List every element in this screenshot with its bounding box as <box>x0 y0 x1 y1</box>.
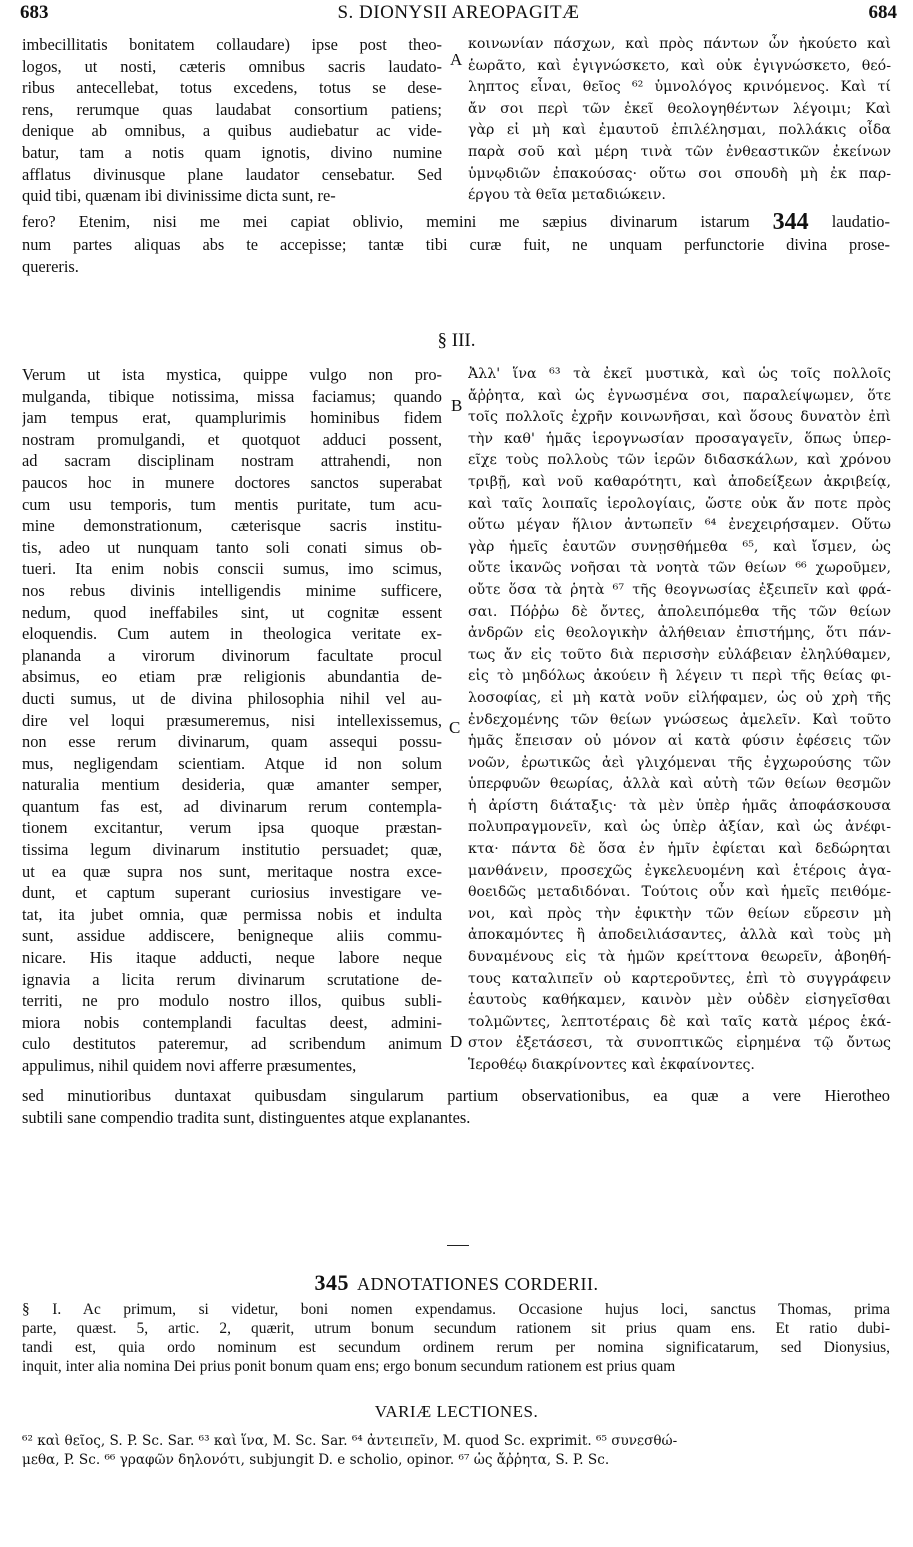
greek-line: καὶ ταῖς λοιπαῖς ἱερολογίαις, ὥστε οὐκ ἄν ποτε πρὸς <box>468 495 891 512</box>
greek-line: οὕτω μέγαν ἥλιον ἀντωπεῖν ⁶⁴ ἐνεχειρήσαμεν. Οὕτω <box>468 517 891 534</box>
column-number-344: 344 <box>772 209 809 234</box>
greek-line: θοειδῶς μεταδιδόναι. Τούτοις οὖν καὶ ἡμεῖς πειθόμε- <box>468 884 891 901</box>
latin-line: logos, ut nosti, cæteris omnibus sacris laudato- <box>22 56 442 76</box>
latin-line: ut ea quæ supra nos sunt, meritaque nostra exce- <box>22 861 442 881</box>
greek-line: ληπτος εἶναι, θεῖος ⁶² ὑμνολόγος κρινόμενος. Καὶ τί <box>468 79 891 96</box>
greek-line: ὑμνῳδιῶν ἐπακούσας· οὕτω σοι σπουδὴ μὴ ἐκ παρ- <box>468 165 891 182</box>
greek-line: κτα· πάντα δὲ ὅσα ἐν ἡμῖν ἐφίεται καὶ δεδώρηται <box>468 841 891 858</box>
greek-line: ἡ ἀρίστη διάταξις· τὰ μὲν ὑπὲρ ἡμᾶς ἀποφάσκουσα <box>468 797 891 814</box>
latin-line: paucos hoc in munere doctores sanctos superabat <box>22 472 442 492</box>
greek-line: Ἱεροθέῳ διακρίνοντες καὶ ἐκφαίνοντες. <box>468 1057 755 1073</box>
latin-line: planandа a virorum divinorum facultate procul <box>22 645 442 665</box>
greek-line: τολμῶντες, λεπτοτέραις δὲ καὶ ταῖς κατὰ μέρος ἑκά- <box>468 1013 891 1030</box>
greek-line: ἄῤῥητα, καὶ ὡς ἐγνωσμένα σοι, παραλείψωμεν, ὅτε <box>468 387 891 404</box>
latin-line: tionem excitantur, verum ipsa quoque præstan- <box>22 818 442 838</box>
running-title: S. DIONYSII AREOPAGITÆ <box>337 2 580 23</box>
greek-line: ἀποκαμόντες ἢ ἀποδειλιάσαντες, ἀλλὰ καὶ τοὺς μὴ <box>468 927 891 944</box>
latin-line: non esse rerum divinarum, quam assequi possu- <box>22 732 442 752</box>
greek-line: κοινωνίαν πάσχων, καὶ πρὸς πάντων ὧν ἠκούετο καὶ <box>468 36 891 52</box>
variant-reading-line: ⁶² καὶ θεῖος, S. P. Sc. Sar. ⁶³ καὶ ἵνα, M. Sc. Sar. ⁶⁴ ἀντειπεῖν, M. quod Sc. exprimit. ⁶⁵ συνεσθώ- <box>22 1433 678 1449</box>
greek-line: τους καταλιπεῖν οὐ καρτεροῦντες, ἐπὶ τὸ συγγράφειν <box>468 970 891 987</box>
greek-line: ἑωρᾶτο, καὶ ἐγιγνώσκετο, καὶ οὐκ ἐγιγνώσκετο, θεό- <box>468 57 891 74</box>
greek-line: παρὰ σοῦ καὶ μέρη τινὰ τῶν ἐνθεαστικῶν ἐκείνων <box>468 143 891 160</box>
latin-line: nos rebus divinis intelligendis minime sufficere, <box>22 580 442 600</box>
annotations-heading <box>0 1270 913 1296</box>
margin-letter-c: C <box>449 718 461 737</box>
latin-line: nedum, quod ineffabiles sint, ut cognitæ essent <box>22 602 442 622</box>
main-full-width-text <box>22 1085 890 1128</box>
greek-line: τριβῇ, καὶ νοῦ καθαρότητι, καὶ ἀποδείξεων ἀκριβείᾳ, <box>468 473 891 490</box>
latin-line: quid tibi, quænam ibi divinissime dicta sunt, re- <box>22 186 336 206</box>
latin-line: tueri. Ita enim nobis conscii sumus, imo scimus, <box>22 559 442 579</box>
annotation-line: § I. Ac primum, si videtur, boni nomen expendamus. Occasione hujus loci, sanctus Thomas, prima <box>22 1301 890 1318</box>
greek-line: νοι, καὶ πρὸς τὴν ἐφικτὴν τῶν θείων εὕρεσιν μὴ <box>468 905 891 922</box>
latin-line: appulimus, nihil quidem novi afferre præsumentes, <box>22 1056 357 1075</box>
greek-line: Ἀλλ' ἵνα ⁶³ τὰ ἐκεῖ μυστικὰ, καὶ ὡς τοῖς πολλοῖς <box>468 366 891 382</box>
latin-line: ducti sumus, ut de divina philosophia nihil vel au- <box>22 688 442 708</box>
latin-line: afflatus divinusque plane laudator censebatur. Sed <box>22 164 442 184</box>
latin-line: quantum fas est, ad divinarum rerum contempla- <box>22 796 442 816</box>
latin-line: naturalia mentium desideria, quæ amanter semper, <box>22 775 442 795</box>
greek-line: οὔτε ὅσα τὰ ῥητὰ ⁶⁷ τῆς θεογνωσίας ἐξειπεῖν καὶ φρά- <box>468 581 891 598</box>
top-greek-column <box>468 34 891 207</box>
latin-line: ribus antecellebat, totus excedens, totus se dese- <box>22 78 442 98</box>
top-latin-column <box>22 34 442 207</box>
latin-line: tissima legum divinarum institutio persuadet; quæ, <box>22 840 442 860</box>
latin-line: Verum ut ista mystica, quippe vulgo non pro- <box>22 365 442 384</box>
greek-line: τως ἄν εἰς τοῦτο διὰ περισσὴν εὐλάβειαν ἐληλύθαμεν, <box>468 646 891 663</box>
margin-letter-d: D <box>450 1032 463 1051</box>
margin-letter-a: A <box>450 50 463 69</box>
greek-line: τοῖς πολλοῖς ἐχρῆν κοινωνῆσαι, καὶ ὅσους δυνατὸν ἐπὶ <box>468 409 891 426</box>
greek-line: οὔτε ἱκανῶς νοῆσαι τὰ νοητὰ τῶν θείων ⁶⁶ χωροῦμεν, <box>468 560 891 577</box>
greek-line: ἑαυτοὺς καθήκαμεν, καινὸν μὲν οὐδὲν εἰσηγεῖσθαι <box>468 992 891 1009</box>
latin-line: imbecillitatis bonitatem collaudare) ipse post theo- <box>22 35 442 54</box>
latin-line: mus, negligendam scientiam. Atque id non solum <box>22 753 442 773</box>
main-greek-column <box>468 364 891 1077</box>
latin-line: denique ab omnibus, a quibus audiebatur ac vide- <box>22 121 442 141</box>
annotations-text <box>22 1300 890 1376</box>
greek-line: δυναμένους εἰς τὰ ἡμῶν κρείττονα θεωρεῖν, ἀβοηθή- <box>468 949 891 966</box>
latin-line: absimus, eo etiam præ religionis abundantia de- <box>22 667 442 687</box>
annotation-line: tandi est, quia ordo nominum est secundum ordinem rerum per nomina significatarum, sed Dionysius, <box>22 1339 890 1356</box>
full-line-1-before: fero? Etenim, nisi me mei capiat oblivio, memini me sæpius divinarum istarum <box>22 212 750 231</box>
greek-line: μανθάνειν, προσεχῶς ἐγκελευομένη καὶ ἑτέροις ἀγα- <box>468 862 891 879</box>
greek-line: πολυπραγμονεῖν, καὶ ὡς ὑπὲρ ἀξίαν, καὶ ὡς ἀνέφι- <box>468 819 891 836</box>
full-line-3: quereris. <box>22 256 79 276</box>
greek-line: ἄν σοι περὶ τῶν ἐκεῖ θεολογηθέντων λέγοιμι; Καὶ <box>468 100 891 117</box>
latin-line: mine demonstrationum, cæterisque sacris institu- <box>22 516 442 536</box>
latin-line: dire vel loqui præsumeremus, nisi intellexissemus, <box>22 710 442 730</box>
variae-lectiones-text <box>22 1432 890 1470</box>
annotation-line: parte, quæst. 5, artic. 2, quærit, utrum bonum secundum rationem sit prius quam ens. Et ratio dubi- <box>22 1320 890 1337</box>
greek-line: ἡμᾶς ἔπεισαν οὐ μόνον αἱ κατὰ φύσιν ἐφέσεις τῶν <box>468 733 891 750</box>
annotations-title: ADNOTATIONES CORDERII. <box>356 1274 599 1294</box>
page-header <box>20 0 897 30</box>
variant-reading-line: μεθα, P. Sc. ⁶⁶ γραφῶν δηλονότι, subjungit D. e scholio, opinor. ⁶⁷ ὡς ἄῤῥητα, S. P. Sc. <box>22 1452 610 1468</box>
main-latin-column <box>22 364 442 1077</box>
full-width-line: subtili sane compendio tradita sunt, distinguentes atque explanantes. <box>22 1107 471 1127</box>
latin-line: dunt, et captum superant curiosius investigare ve- <box>22 883 442 903</box>
latin-line: jam tempus erat, quamplurimis hominibus fidem <box>22 408 442 428</box>
greek-line: στον ἐξετάσεσι, τὰ συνοπτικῶς εἰρημένα τῷ ὄντως <box>468 1035 891 1052</box>
full-line-1-after: laudatio- <box>831 212 890 231</box>
latin-line: miora nobis contemplandi facultas deest, admini- <box>22 1012 442 1032</box>
latin-line: sunt, assidue addiscere, benigneque aliis commu- <box>22 926 442 946</box>
latin-line: ignavia a licita rerum divinarum scrutatione de- <box>22 969 442 989</box>
full-line-2: num partes aliquas abs te accepisse; tantæ tibi curæ fuit, ne unquam perfunctorie divina prose- <box>22 235 890 254</box>
latin-line: ad sacram disciplinam nostram attrahendi, non <box>22 451 442 471</box>
variae-lectiones-heading: VARIÆ LECTIONES. <box>374 1402 539 1421</box>
annotation-line: inquit, inter alia nomina Dei prius ponit bonum quam ens; ergo bonum secundum rationem est prius quam <box>22 1358 676 1375</box>
latin-line: culo destitutos pateremur, ad scribendum animum <box>22 1034 442 1054</box>
greek-line: εῖχε τοὺς πολλοὺς τῶν ἱερῶν διδασκάλων, καὶ χρόνου <box>468 452 891 469</box>
latin-line: cum usu temporis, tum mentis puritate, tum acu- <box>22 494 442 514</box>
greek-line: γὰρ ἡμεῖς ἑαυτῶν συνῃσθήμεθα ⁶⁵, καὶ ἴσμεν, ὡς <box>468 538 891 555</box>
page-number-left: 683 <box>20 2 49 23</box>
margin-letter-b: B <box>451 396 463 415</box>
latin-line: tis, adeo ut nunquam tanto soli conati simus ob- <box>22 537 442 557</box>
greek-line: γὰρ εἰ μὴ καὶ ἐμαυτοῦ ἐπιλέλησμαι, πολλάκις οἶδα <box>468 122 891 139</box>
latin-line: nostram promulgandi, et quotquot adduci possent, <box>22 429 442 449</box>
greek-line: νοῶν, ἐρωτικῶς ἀεὶ γλιχόμεναι τῆς ἐγχωρούσης τῶν <box>468 754 891 771</box>
greek-line: λοσοφίας, εἰ μὴ κατὰ νοῦν εἰλήφαμεν, ὡς οὐ χρὴ τῆς <box>468 689 891 706</box>
latin-line: tat, ita jubet omnia, quæ permissa nobis et indulta <box>22 904 442 924</box>
latin-line: mulganda, tibique notissima, missa faciamus; quando <box>22 386 442 406</box>
greek-line: σαι. Πόῤῥω δὲ ὄντες, ἀπολειπόμεθα τῆς τῶν θείων <box>468 603 891 620</box>
section-heading: § III. <box>437 330 476 351</box>
separator-rule <box>447 1245 469 1246</box>
greek-line: έργου τὰ θεῖα μεταδιώκειν. <box>468 187 666 204</box>
greek-line: εἰς τὸ μηδόλως ἀκούειν ἢ λέγειν τι περὶ τῆς θείας φι- <box>468 668 891 685</box>
latin-line: nicare. His itaque adducti, neque labore neque <box>22 948 442 968</box>
greek-line: τὴν καθ' ἡμᾶς ἱερογνωσίαν προσαγαγεῖν, ὅπως ὑπερ- <box>468 430 891 447</box>
column-number-345: 345 <box>314 1270 349 1295</box>
greek-line: ὑπερφυῶν θεωρίας, ἀλλὰ καὶ αὐτὴ τῶν θείων θεσμῶν <box>468 776 891 793</box>
full-width-line: sed minutioribus duntaxat quibusdam singularum partium observationibus, ea quæ a vere Hierotheo <box>22 1086 890 1105</box>
latin-line: batur, tam a notis quam ignotis, divino numine <box>22 142 442 162</box>
latin-line: rens, rerumque quas laudabat consortium patiens; <box>22 99 442 119</box>
page-number-right: 684 <box>868 2 897 23</box>
greek-line: ἐνδεχομένης τῶν θείων γνώσεως ἀμελεῖν. Καὶ τοῦτο <box>468 711 891 728</box>
latin-line: territi, ne pro modulo nostro illos, quibus subli- <box>22 991 442 1011</box>
latin-line: eloquendis. Cum autem in theologica veritate ex- <box>22 624 442 644</box>
top-full-width-text <box>22 207 890 277</box>
greek-line: ἀνδρῶν εἰς θεολογικὴν ἀλήθειαν ἐπιστήμης, ὅτι πάν- <box>468 625 891 642</box>
